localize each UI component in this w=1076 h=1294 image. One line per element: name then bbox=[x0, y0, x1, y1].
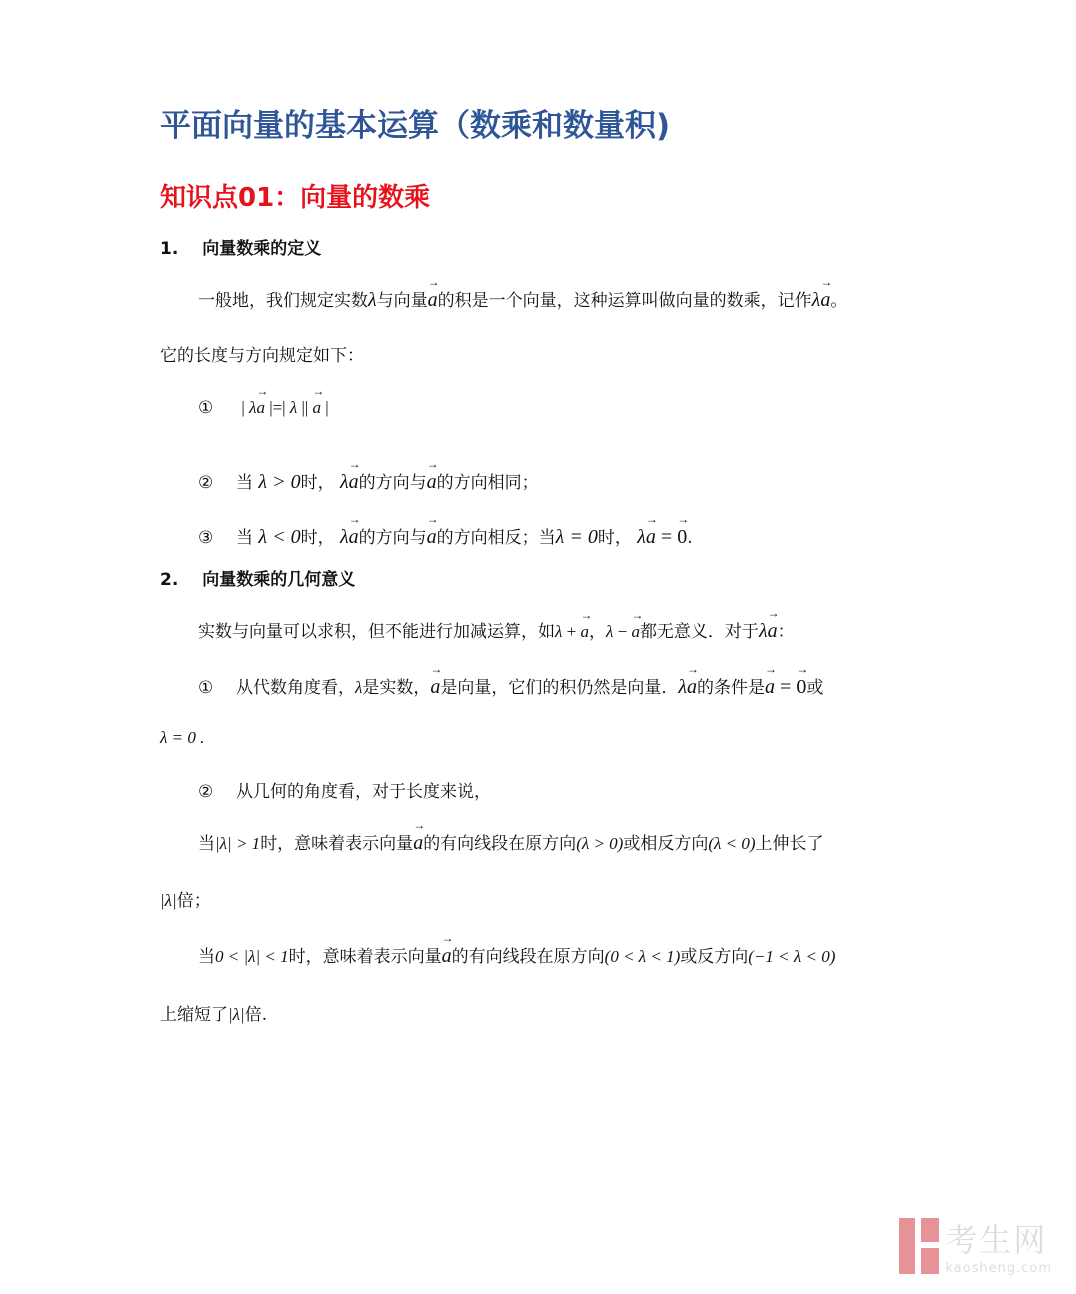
lambda-symbol: λ bbox=[811, 289, 821, 311]
item2-heading-row bbox=[160, 565, 355, 590]
circled-1: ① bbox=[198, 678, 214, 698]
text: 。 bbox=[830, 291, 848, 311]
kaosheng-logo-icon bbox=[899, 1218, 939, 1274]
item2-point4: 当0 < |λ| < 1时，意味着表示向量→ a的有向线段在原方向(0 < λ < 1)或反方向(−1 < λ < 0) bbox=[198, 942, 835, 968]
text: 实数与向量可以求积，但不能进行加减运算，如 bbox=[198, 622, 555, 642]
text: 一般地，我们规定实数 bbox=[198, 291, 368, 311]
condition: λ > 0 bbox=[258, 471, 301, 493]
condition: |λ| bbox=[160, 891, 177, 910]
item1-para1 bbox=[198, 286, 847, 312]
text: 的方向与 bbox=[358, 473, 427, 493]
item1-heading: 向量数乘的定义 bbox=[202, 239, 322, 259]
rule-2: ② 当 λ > 0时， λ→ a的方向与→ a的方向相同； bbox=[198, 468, 539, 494]
text: 或反方向 bbox=[680, 947, 749, 967]
vector-a: → a bbox=[427, 523, 437, 549]
watermark bbox=[899, 1215, 1052, 1276]
text: ， bbox=[588, 622, 606, 642]
text: 与向量 bbox=[376, 291, 428, 311]
text: 时，意味着表示向量 bbox=[288, 947, 442, 967]
text: 都无意义．对于 bbox=[639, 622, 759, 642]
circled-1: ① bbox=[198, 398, 214, 418]
item2-point3-cont bbox=[160, 886, 211, 911]
text: 倍. bbox=[244, 1005, 268, 1025]
item2-heading: 向量数乘的几何意义 bbox=[202, 570, 356, 590]
text: . bbox=[687, 528, 693, 548]
text: 当 bbox=[236, 473, 253, 493]
text: 的有向线段在原方向 bbox=[451, 947, 605, 967]
text: 的有向线段在原方向 bbox=[423, 834, 577, 854]
zero-vector: → 0 bbox=[677, 523, 687, 549]
item2-point4-cont bbox=[160, 1000, 267, 1025]
condition: |λ| > 1 bbox=[215, 834, 261, 853]
circled-3: ③ bbox=[198, 528, 214, 548]
watermark-cn: 考生网 bbox=[945, 1221, 1048, 1259]
section-heading: 知识点01：向量的数乘 bbox=[160, 183, 431, 213]
text: 倍； bbox=[176, 891, 211, 911]
item1-number: 1. bbox=[160, 239, 179, 259]
rule-3: ③ 当 λ < 0时， λ→ a的方向与→ a的方向相反；当λ = 0时， λ→ a = → 0. bbox=[198, 523, 693, 549]
circled-2: ② bbox=[198, 473, 214, 493]
rule-1 bbox=[198, 395, 329, 418]
condition: |λ| bbox=[228, 1005, 245, 1024]
text: 或相反方向 bbox=[623, 834, 709, 854]
text: 的方向相反；当 bbox=[436, 528, 556, 548]
text: 从几何的角度看，对于长度来说， bbox=[236, 782, 491, 802]
text: 上缩短了 bbox=[160, 1005, 228, 1025]
item2-number: 2. bbox=[160, 570, 179, 590]
condition: λ < 0 bbox=[258, 526, 301, 548]
condition: λ = 0 bbox=[555, 526, 598, 548]
text: 或 bbox=[806, 678, 824, 698]
text: 当 bbox=[198, 834, 215, 854]
text: 的方向相同； bbox=[436, 473, 539, 493]
item2-para1: 实数与向量可以求积，但不能进行加减运算，如λ + → a，λ − → a都无意义．对于λ→ a： bbox=[198, 617, 795, 643]
text: ： bbox=[777, 622, 795, 642]
item1-heading-row bbox=[160, 234, 321, 259]
text: 的方向与 bbox=[358, 528, 427, 548]
text: 时，意味着表示向量 bbox=[260, 834, 414, 854]
watermark-en: kaosheng.com bbox=[945, 1261, 1052, 1276]
vector-a: → a bbox=[349, 523, 359, 549]
item2-point3: 当|λ| > 1时，意味着表示向量→ a的有向线段在原方向(λ > 0)或相反方向(λ < 0)上伸长了 bbox=[198, 829, 824, 855]
condition: (0 < λ < 1) bbox=[604, 947, 681, 966]
condition: (λ < 0) bbox=[708, 834, 756, 853]
text: 的条件是 bbox=[697, 678, 766, 698]
text: 当 bbox=[198, 947, 215, 967]
condition: (λ > 0) bbox=[576, 834, 624, 853]
lambda-symbol: λ bbox=[368, 289, 377, 311]
page-title: 平面向量的基本运算（数乘和数量积) bbox=[160, 108, 671, 144]
formula-norm: | λ→ a |=| λ || → a | bbox=[241, 398, 328, 417]
vector-a: → a bbox=[428, 286, 438, 312]
item2-point2 bbox=[198, 777, 491, 802]
condition: 0 < |λ| < 1 bbox=[215, 947, 289, 966]
text: 的积是一个向量，这种运算叫做向量的数乘，记作 bbox=[437, 291, 812, 311]
text: 当 bbox=[236, 528, 253, 548]
text: 上伸长了 bbox=[755, 834, 824, 854]
text: 时， bbox=[597, 528, 632, 548]
vector-a: → a bbox=[427, 468, 437, 494]
vector-a: → a bbox=[349, 468, 359, 494]
condition: (−1 < λ < 0) bbox=[748, 947, 836, 966]
text: 是实数， bbox=[362, 678, 431, 698]
circled-2: ② bbox=[198, 782, 214, 802]
vector-a: → a bbox=[820, 286, 830, 312]
text: 时， bbox=[300, 473, 335, 493]
text: 时， bbox=[300, 528, 335, 548]
text: 从代数角度看， bbox=[236, 678, 355, 698]
item2-point1: ① 从代数角度看，λ是实数，→ a是向量，它们的积仍然是向量．λ→ a的条件是→ a = → 0或 bbox=[198, 673, 823, 699]
text: 是向量，它们的积仍然是向量． bbox=[440, 678, 679, 698]
item2-point1-cont: λ = 0 . bbox=[160, 728, 205, 747]
item1-para2: 它的长度与方向规定如下： bbox=[160, 346, 364, 366]
